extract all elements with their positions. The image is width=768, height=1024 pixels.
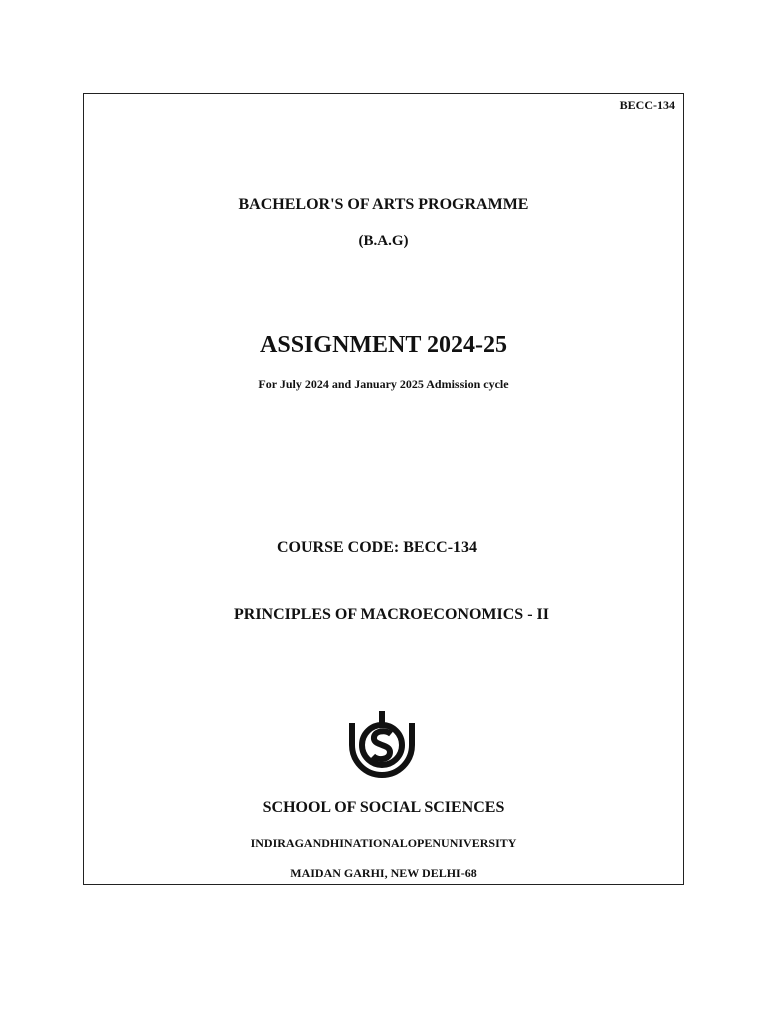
cover-page-frame <box>83 93 684 885</box>
course-code-tag: BECC-134 <box>619 98 675 112</box>
admission-cycle: For July 2024 and January 2025 Admission cycle <box>258 377 509 391</box>
programme-name: BACHELOR'S OF ARTS PROGRAMME <box>238 196 529 213</box>
ignou-emblem-icon <box>342 701 422 781</box>
university-address: MAIDAN GARHI, NEW DELHI-68 <box>290 866 477 880</box>
course-title: PRINCIPLES OF MACROECONOMICS - II <box>234 606 549 623</box>
assignment-title: ASSIGNMENT 2024-25 <box>260 332 507 358</box>
programme-abbreviation: (B.A.G) <box>358 233 409 249</box>
course-code-line: COURSE CODE: BECC-134 <box>277 539 478 556</box>
university-name: INDIRAGANDHINATIONALOPENUNIVERSITY <box>250 836 517 850</box>
school-name: SCHOOL OF SOCIAL SCIENCES <box>262 799 505 816</box>
